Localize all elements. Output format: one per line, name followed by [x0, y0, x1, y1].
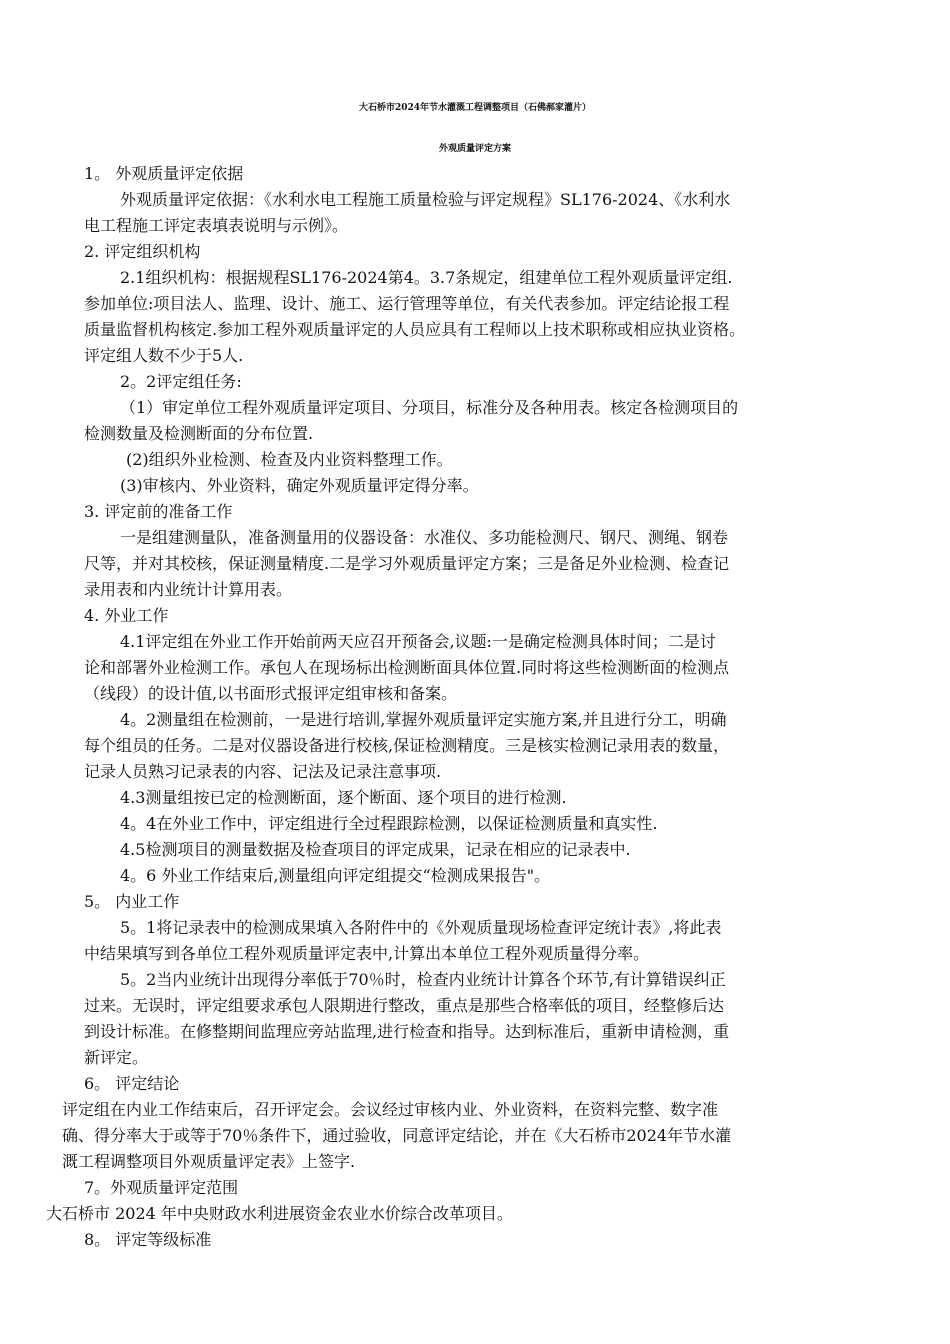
paragraph-line: 确、得分率大于或等于70％条件下，通过验收，同意评定结论，并在《大石桥市2024年节水灌 [62, 1126, 732, 1145]
paragraph-line: 外观质量评定依据：《水利水电工程施工质量检验与评定规程》SL176-2024、《水利水 [120, 190, 731, 209]
paragraph-line: 5。1将记录表中的检测成果填入各附件中的《外观质量现场检查评定统计表》,将此表 [120, 918, 722, 937]
paragraph-line: 质量监督机构核定.参加工程外观质量评定的人员应具有工程师以上技术职称或相应执业资格。 [84, 320, 746, 339]
paragraph-line: 4。4在外业工作中，评定组进行全过程跟踪检测，以保证检测质量和真实性. [120, 814, 658, 833]
section-heading-4: 4. 外业工作 [84, 606, 169, 625]
section-heading-7: 7。外观质量评定范围 [84, 1178, 239, 1197]
paragraph-line: 录用表和内业统计计算用表。 [84, 580, 293, 599]
paragraph-line: (3)审核内、外业资料，确定外观质量评定得分率。 [120, 476, 479, 495]
paragraph-line: 到设计标准。在修整期间监理应旁站监理,进行检查和指导。达到标准后，重新申请检测，重 [84, 1022, 730, 1041]
section-heading-2: 2. 评定组织机构 [84, 242, 201, 261]
paragraph-line: 2.1组织机构：根据规程SL176-2024第4。3.7条规定，组建单位工程外观质量评定组. [120, 268, 733, 287]
section-heading-5: 5。 内业工作 [84, 892, 180, 911]
document-subtitle: 外观质量评定方案 [438, 144, 511, 154]
paragraph-line: 中结果填写到各单位工程外观质量评定表中,计算出本单位工程外观质量得分率。 [84, 944, 650, 963]
paragraph-line: 过来。无误时，评定组要求承包人限期进行整改，重点是那些合格率低的项目，经整修后达 [84, 996, 725, 1015]
paragraph-line: 检测数量及检测断面的分布位置. [84, 424, 314, 443]
paragraph-line: 评定组在内业工作结束后，召开评定会。会议经过审核内业、外业资料，在资料完整、数字准 [62, 1100, 719, 1119]
paragraph-line: 记录人员熟习记录表的内容、记法及记录注意事项. [84, 762, 442, 781]
paragraph-line: 新评定。 [84, 1048, 149, 1067]
subsection-heading: 2。2评定组任务: [120, 372, 242, 391]
section-heading-3: 3. 评定前的准备工作 [84, 502, 233, 521]
paragraph-line: 4。6 外业工作结束后,测量组向评定组提交“检测成果报告"。 [120, 866, 551, 885]
paragraph-line: 尺等，并对其校核，保证测量精度.二是学习外观质量评定方案；三是备足外业检测、检查记 [84, 554, 730, 573]
document-title: 大石桥市2024年节水灌溉工程调整项目（石佛郝家灌片） [358, 103, 592, 113]
paragraph-line: 论和部署外业检测工作。承包人在现场标出检测断面具体位置.同时将这些检测断面的检测点 [84, 658, 730, 677]
paragraph-line: 每个组员的任务。二是对仪器设备进行校核,保证检测精度。三是核实检测记录用表的数量， [84, 736, 730, 755]
paragraph-line: 参加单位:项目法人、监理、设计、施工、运行管理等单位，有关代表参加。评定结论报工程 [84, 294, 730, 313]
paragraph-line: 大石桥市 2024 年中央财政水利进展资金农业水价综合改革项目。 [46, 1204, 513, 1223]
paragraph-line: 评定组人数不少于5人. [84, 346, 244, 365]
paragraph-line: 一是组建测量队，准备测量用的仪器设备：水准仪、多功能检测尺、钢尺、测绳、钢卷 [120, 528, 729, 547]
paragraph-line: 电工程施工评定表填表说明与示例》。 [84, 216, 349, 235]
paragraph-line: 溉工程调整项目外观质量评定表》上签字. [62, 1152, 356, 1171]
paragraph-line: 4.1评定组在外业工作开始前两天应召开预备会,议题:一是确定检测具体时间；二是讨 [120, 632, 716, 651]
paragraph-line: 4.5检测项目的测量数据及检查项目的评定成果，记录在相应的记录表中. [120, 840, 631, 859]
paragraph-line: （1）审定单位工程外观质量评定项目、分项目，标准分及各种用表。核定各检测项目的 [120, 398, 739, 417]
section-heading-6: 6。 评定结论 [84, 1074, 180, 1093]
paragraph-line: （线段）的设计值,以书面形式报评定组审核和备案。 [84, 684, 458, 703]
section-heading-1: 1。 外观质量评定依据 [84, 164, 244, 183]
paragraph-line: 4.3测量组按已定的检测断面，逐个断面、逐个项目的进行检测. [120, 788, 567, 807]
paragraph-line: (2)组织外业检测、检查及内业资料整理工作。 [126, 450, 453, 469]
section-heading-8: 8。 评定等级标准 [84, 1230, 212, 1249]
paragraph-line: 4。2测量组在检测前，一是进行培训,掌握外观质量评定实施方案,并且进行分工，明确 [120, 710, 727, 729]
paragraph-line: 5。2当内业统计出现得分率低于70％时，检查内业统计计算各个环节,有计算错误纠正 [120, 970, 726, 989]
